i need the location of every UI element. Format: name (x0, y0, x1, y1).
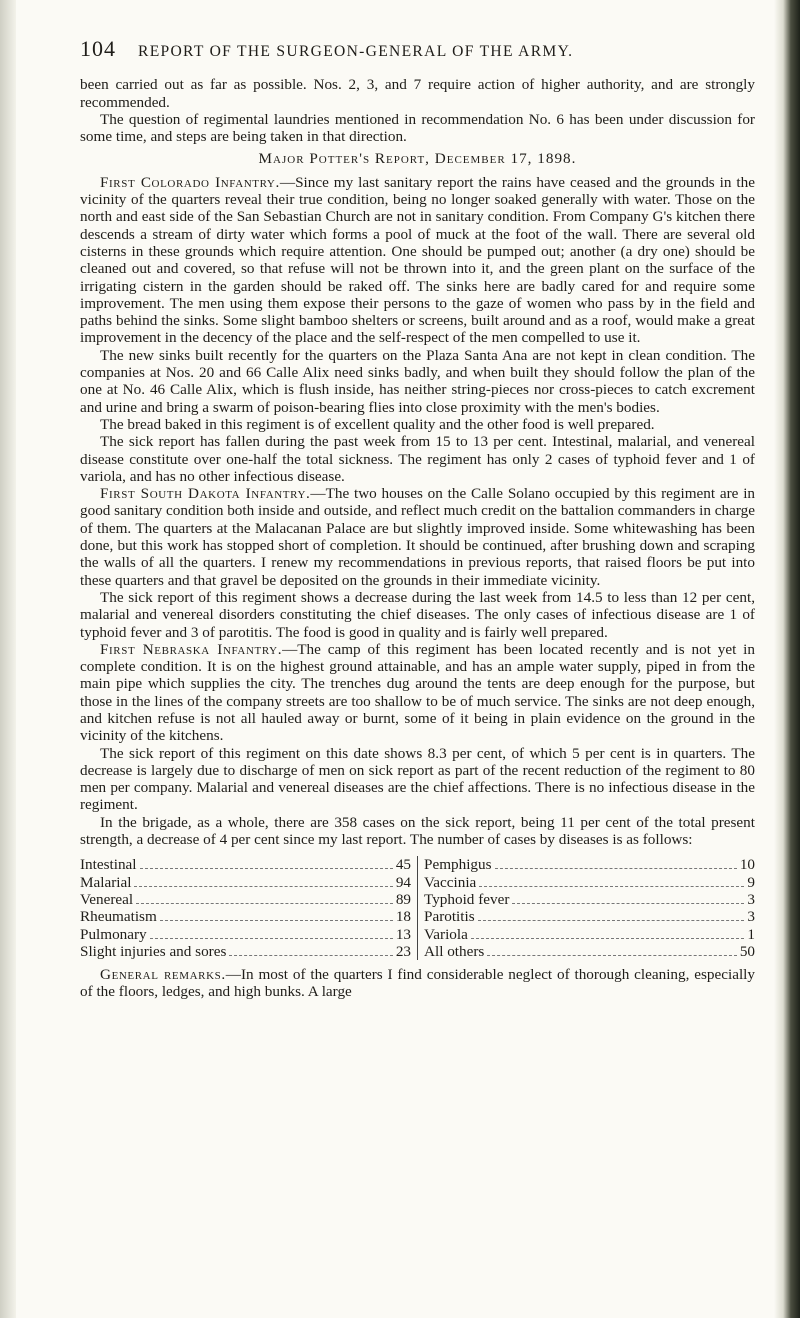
book-edge-right (774, 0, 800, 1318)
nebraska-text-1: —The camp of this regiment has been located recently and is not yet in complete condition. It is on the highest ground attainable, and has an ample water supply, piped in from the main pipe which supplies the city. The trenches dug around the tents are deep enough for the purpose, but those in the lines of the company streets are too shallow to be of much service. The sinks are not deep enough, and kitchen refuse is not all hauled away or burnt, some of it being in plain evidence on the ground in the vicinity of the kitchens. (80, 640, 755, 745)
disease-table-right-column (418, 856, 755, 960)
colorado-paragraph-3: The bread baked in this regiment is of excellent quality and the other food is well prepared. (100, 415, 655, 433)
page-header (80, 36, 755, 61)
colorado-text-1: —Since my last sanitary report the rains have ceased and the grounds in the vicinity of the quarters reveal their true condition, being no longer soaked generally with water. Those on the north and east side of the San Sebastian Church are not in sanitary condition. From Company G's kitchen there descends a stream of dirty water which forms a pool of muck at the foot of the wall. There are several old cisterns in these grounds which require attention. One should be pumped out; another (a dry one) should be cleaned out and covered, so that refuse will not be thrown into it, and the green plant on the surface of the irrigating cistern in the garden should be raked off. The sinks here are badly cared for and require some improvement. The men using them expose their persons to the gaze of women who pass by in the field and paths behind the sinks. Some slight bamboo shelters or screens, built around and as a roof, would make a great improvement in the decency of the place and the self-respect of the men compelled to use it. (80, 173, 755, 347)
south-dakota-paragraph-1 (80, 485, 755, 589)
table-row (424, 856, 755, 873)
page-number: 104 (80, 36, 116, 61)
colorado-paragraph-4: The sick report has fallen during the past week from 15 to 13 per cent. Intestinal, malarial, and venereal disease constitute over one-half the total sickness. The regiment has only 2 cases of typhoid fever and 1 of variola, and has no other infectious disease. (80, 433, 755, 485)
disease-count: 50 (739, 942, 755, 960)
disease-name: Rheumatism (80, 908, 157, 926)
disease-table-left-column (80, 856, 418, 960)
disease-name: Vaccinia (424, 873, 477, 891)
disease-name: Variola (424, 925, 468, 943)
dot-leader (136, 903, 393, 904)
table-row (424, 943, 755, 960)
table-row (80, 874, 411, 891)
disease-name: Malarial (80, 873, 132, 891)
disease-count: 9 (747, 873, 755, 891)
table-row (80, 926, 411, 943)
disease-name: Typhoid fever (424, 890, 510, 908)
colorado-paragraph-2: The new sinks built recently for the quarters on the Plaza Santa Ana are not kept in clean condition. The companies at Nos. 20 and 66 Calle Alix need sinks badly, and when built they should follow the plan of the one at No. 46 Calle Alix, which is flush inside, has neither string-pieces nor cross-pieces to catch excrement and urine and bring a swarm of poison-bearing flies into close proximity with the men's bodies. (80, 346, 755, 416)
table-row (80, 891, 411, 908)
section-title: Major Potter's Report, December 17, 1898. (258, 150, 577, 168)
disease-count: 23 (395, 942, 411, 960)
disease-count: 10 (739, 856, 755, 874)
document-page (80, 36, 756, 1001)
disease-name: Pulmonary (80, 925, 147, 943)
south-dakota-paragraph-2: The sick report of this regiment shows a decrease during the last week from 14.5 to less than 12 per cent, malarial and venereal disorders constituting the chief diseases. The only cases of infectious disease are 1 of typhoid fever and 3 of parotitis. The food is good in quality and is fairly well prepared. (80, 588, 755, 641)
south-dakota-heading: First South Dakota Infantry. (100, 485, 311, 503)
general-remarks-text: —In most of the quarters I find considerable neglect of thorough cleaning, especially of the floors, ledges, and high bunks. A large (80, 966, 755, 1001)
disease-table (80, 856, 755, 960)
disease-count: 94 (395, 873, 411, 891)
colorado-paragraph-1 (80, 174, 755, 347)
dot-leader (150, 938, 393, 939)
disease-name: Parotitis (424, 908, 475, 926)
dot-leader (471, 938, 745, 939)
intro-paragraph-1: been carried out as far as possible. Nos. 2, 3, and 7 require action of higher authority, and are strongly recommended. (80, 76, 755, 111)
disease-count: 3 (747, 908, 755, 926)
disease-name: All others (424, 942, 485, 960)
table-row (80, 856, 411, 873)
dot-leader (487, 955, 736, 956)
disease-count: 3 (747, 890, 755, 908)
intro-paragraph-2: The question of regimental laundries mentioned in recommendation No. 6 has been under discussion for some time, and steps are being taken in that direction. (80, 110, 755, 146)
table-row (80, 943, 411, 960)
nebraska-paragraph-2: The sick report of this regiment on this date shows 8.3 per cent, of which 5 per cent is in quarters. The decrease is largely due to discharge of men on sick report as part of the recent reduction of the regiment to 80 men per company. Malarial and venereal diseases are the chief affections. There is no infectious disease in the regiment. (80, 744, 755, 814)
brigade-paragraph: In the brigade, as a whole, there are 358 cases on the sick report, being 11 per cent of the total present strength, a decrease of 4 per cent since my last report. The number of cases by diseases is as follows: (80, 813, 755, 849)
disease-count: 18 (395, 908, 411, 926)
general-remarks-paragraph (80, 966, 755, 1001)
table-row (424, 874, 755, 891)
table-row (424, 891, 755, 908)
book-gutter-left (0, 0, 16, 1318)
south-dakota-text-1: —The two houses on the Calle Solano occupied by this regiment are in good sanitary condition both inside and outside, and reflect much credit on the battalion commanders in charge of them. The quarters at the Malacanan Palace are but slightly improved inside. Some whitewashing has been done, but this work has stopped short of completion. It should be continued, after brushing down and scraping the walls of all the quarters. I renew my recommendations in previous reports, that raised floors be put into these quarters and that gravel be deposited on the grounds in their immediate vicinity. (80, 485, 756, 589)
disease-count: 1 (747, 925, 755, 943)
nebraska-paragraph-1 (80, 641, 755, 745)
dot-leader (229, 955, 392, 956)
disease-name: Slight injuries and sores (80, 942, 227, 960)
dot-leader (478, 920, 745, 921)
disease-count: 45 (395, 856, 411, 874)
dot-leader (134, 886, 392, 887)
disease-name: Intestinal (80, 856, 137, 874)
disease-count: 13 (395, 925, 411, 943)
disease-name: Pemphigus (424, 856, 492, 874)
disease-count: 89 (395, 890, 411, 908)
dot-leader (495, 868, 737, 869)
disease-name: Venereal (80, 890, 134, 908)
table-row (424, 926, 755, 943)
general-remarks-heading: General remarks. (100, 966, 226, 984)
nebraska-heading: First Nebraska Infantry. (100, 640, 283, 658)
table-row (80, 908, 411, 925)
running-head: REPORT OF THE SURGEON-GENERAL OF THE ARMY. (138, 43, 574, 60)
dot-leader (512, 903, 744, 904)
dot-leader (140, 868, 393, 869)
table-row (424, 908, 755, 925)
dot-leader (479, 886, 744, 887)
dot-leader (160, 920, 393, 921)
colorado-heading: First Colorado Infantry. (100, 173, 280, 191)
